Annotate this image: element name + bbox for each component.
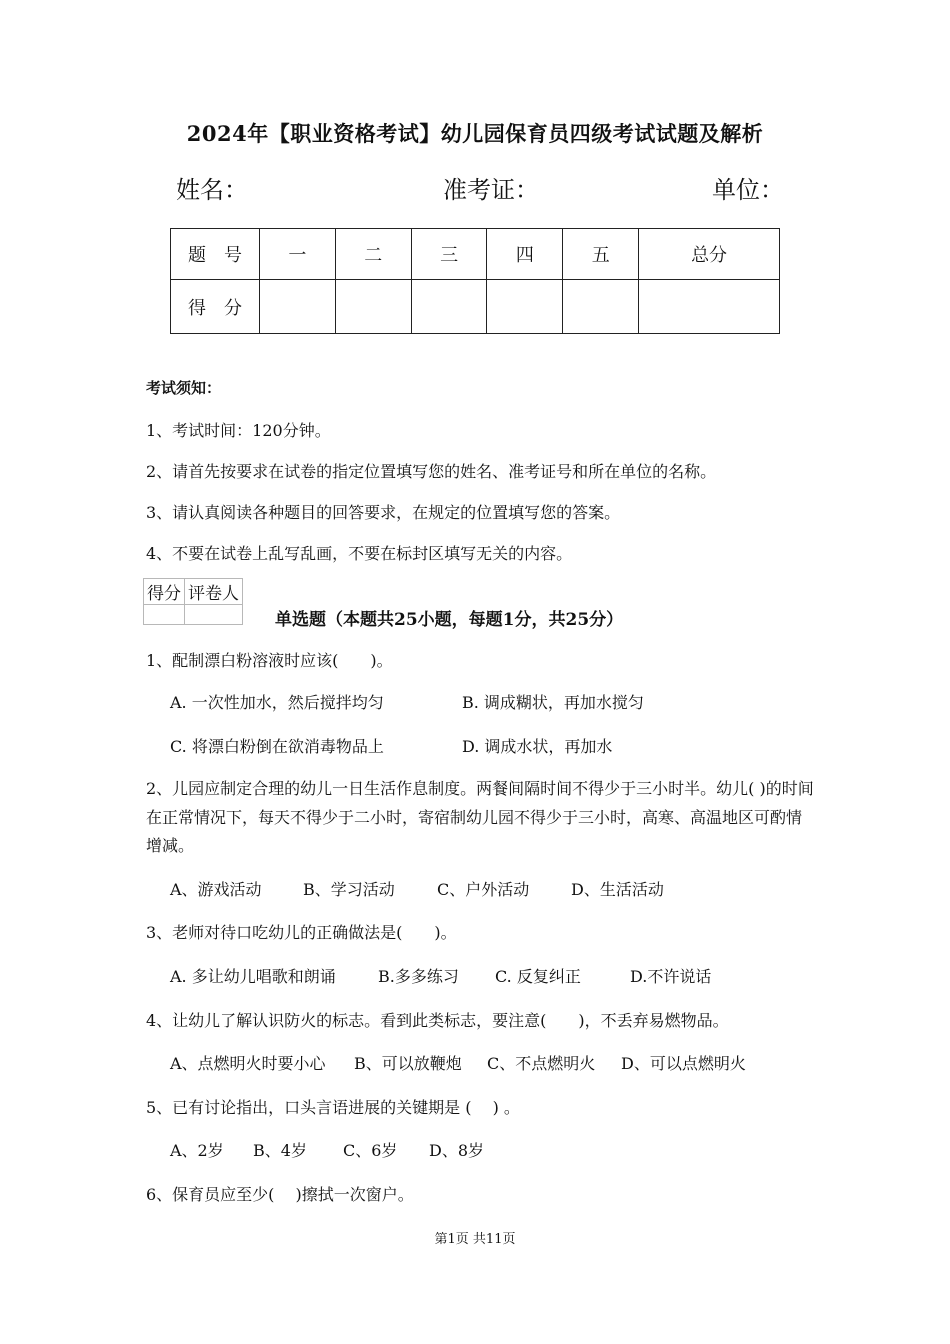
question-2-option-d: D、生活活动 [571, 880, 664, 899]
question-1-option-c: C. 将漂白粉倒在欲消毒物品上 [170, 737, 384, 756]
header-label-cell: 题 号 [171, 229, 260, 280]
score-cell-4 [487, 280, 563, 334]
question-5-option-c: C、6岁 [343, 1141, 398, 1160]
score-cell-1 [260, 280, 336, 334]
grader-score-cell [144, 605, 185, 625]
section-title: 单选题（本题共25小题，每题1分，共25分） [275, 610, 624, 630]
score-cell-5 [563, 280, 639, 334]
notice-item-4: 4、不要在试卷上乱写乱画，不要在标封区填写无关的内容。 [146, 544, 573, 563]
question-4-option-b: B、可以放鞭炮 [354, 1054, 462, 1073]
question-2-option-c: C、户外活动 [437, 880, 530, 899]
question-3-option-d: D.不许说话 [630, 967, 712, 986]
question-4-option-d: D、可以点燃明火 [621, 1054, 746, 1073]
question-3-option-c: C. 反复纠正 [495, 967, 581, 986]
notice-item-1: 1、考试时间：120分钟。 [146, 421, 331, 440]
column-total-cell: 总分 [639, 229, 780, 280]
column-3-cell: 三 [411, 229, 487, 280]
question-1-option-d: D. 调成水状，再加水 [462, 737, 613, 756]
grader-box [143, 578, 243, 625]
name-field-label: 姓名： [176, 176, 248, 204]
question-5-stem: 5、已有讨论指出，口头言语进展的关键期是 ( ) 。 [146, 1098, 520, 1117]
question-2-option-a: A、游戏活动 [170, 880, 262, 899]
grader-name-cell [185, 605, 243, 625]
question-3-option-a: A. 多让幼儿唱歌和朗诵 [170, 967, 336, 986]
score-table-score-row [171, 280, 780, 334]
question-1-option-a: A. 一次性加水，然后搅拌均匀 [170, 693, 384, 712]
notice-heading: 考试须知： [146, 379, 222, 397]
question-1-option-b: B. 调成糊状，再加水搅匀 [462, 693, 644, 712]
score-table-header-row [171, 229, 780, 280]
score-table [170, 228, 780, 334]
grader-score-label: 得分 [144, 579, 185, 605]
page-footer: 第1页 共11页 [434, 1232, 516, 1247]
question-4-stem: 4、让幼儿了解认识防火的标志。看到此类标志，要注意( )，不丢弃易燃物品。 [146, 1011, 729, 1030]
grader-name-label: 评卷人 [185, 579, 243, 605]
column-2-cell: 二 [335, 229, 411, 280]
exam-id-field-label: 准考证： [443, 176, 539, 204]
notice-item-2: 2、请首先按要求在试卷的指定位置填写您的姓名、准考证号和所在单位的名称。 [146, 462, 717, 481]
question-6-stem: 6、保育员应至少( )擦拭一次窗户。 [146, 1185, 414, 1204]
question-2-option-b: B、学习活动 [303, 880, 395, 899]
question-3-option-b: B.多多练习 [378, 967, 459, 986]
column-1-cell: 一 [260, 229, 336, 280]
question-4-option-a: A、点燃明火时要小心 [170, 1054, 326, 1073]
score-cell-total [639, 280, 780, 334]
question-5-option-a: A、2岁 [170, 1141, 224, 1160]
question-4-option-c: C、不点燃明火 [487, 1054, 596, 1073]
question-1-stem: 1、配制漂白粉溶液时应该( )。 [146, 651, 393, 670]
score-cell-3 [411, 280, 487, 334]
question-5-option-d: D、8岁 [429, 1141, 485, 1160]
notice-item-3: 3、请认真阅读各种题目的回答要求，在规定的位置填写您的答案。 [146, 503, 621, 522]
question-5-option-b: B、4岁 [253, 1141, 307, 1160]
score-label-cell: 得 分 [171, 280, 260, 334]
unit-field-label: 单位： [712, 176, 784, 204]
question-3-stem: 3、老师对待口吃幼儿的正确做法是( )。 [146, 923, 457, 942]
column-5-cell: 五 [563, 229, 639, 280]
page-title: 2024年【职业资格考试】幼儿园保育员四级考试试题及解析 [186, 121, 764, 146]
score-cell-2 [335, 280, 411, 334]
column-4-cell: 四 [487, 229, 563, 280]
question-2-stem: 2、儿园应制定合理的幼儿一日生活作息制度。两餐间隔时间不得少于三小时半。幼儿( )的时间在正常情况下，每天不得少于二小时，寄宿制幼儿园不得少于三小时，高寒、高温地区可酌情增减。 [146, 779, 814, 855]
